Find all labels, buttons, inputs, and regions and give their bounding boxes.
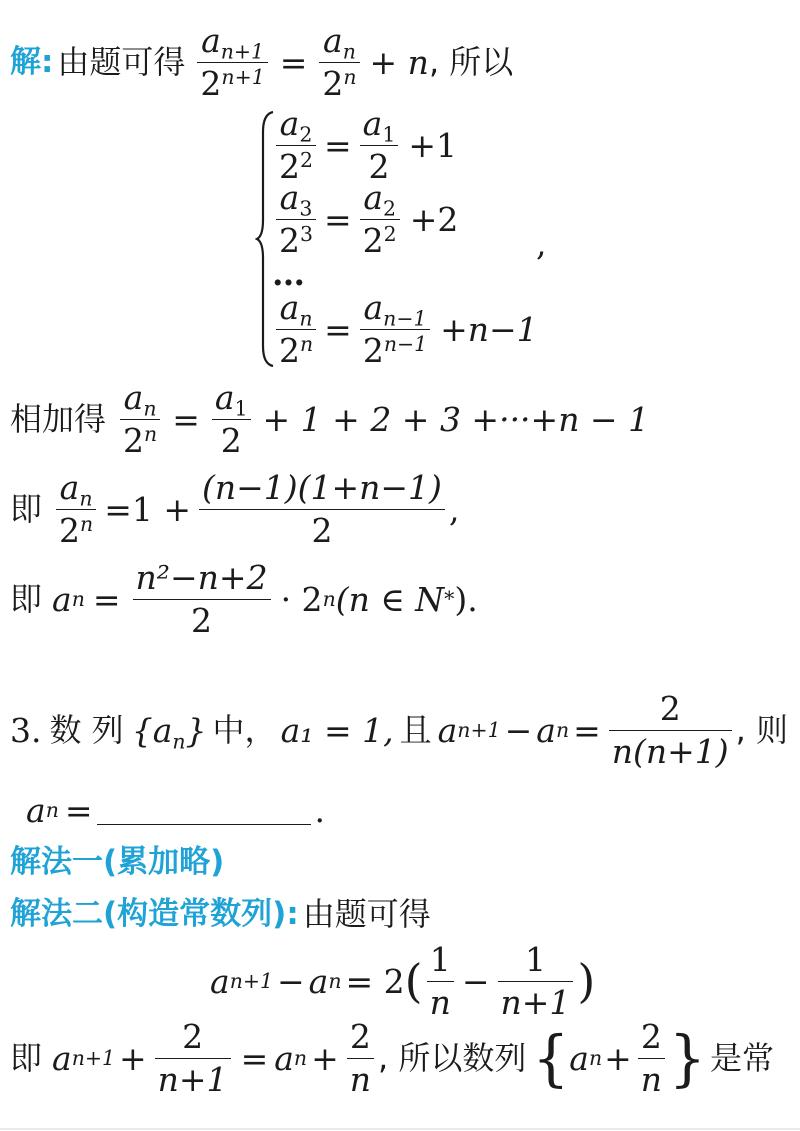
system-row-2: $\frac{a_3}{2^3}$ = $\frac{a_2}{2^2}$ +2 [272, 186, 458, 252]
system-dots: … [272, 253, 305, 293]
system-row-1: $\frac{a_2}{2^2}$ = $\frac{a_1}{2}$ +1 [272, 112, 457, 178]
solution-label: 解 [10, 43, 41, 80]
method-2-line: 解法二(构造常数列) : 由题可得 [10, 895, 431, 933]
answer-blank [97, 796, 311, 825]
solution-intro: 由题可得 [57, 43, 186, 81]
sum-line: 相加得 $\frac{a_n}{2^n}$ = $\frac{a_1}{2}$ + 1 + 2 + 3 +···+n − 1 [10, 377, 650, 460]
ji-line-1: 即 $\frac{a_n}{2^n}$ =1 + $\frac{(n-1)(1+n-1)}{2}$ , [10, 467, 460, 550]
solution-colon: : [41, 43, 54, 80]
last-line: 即 a n+1 + $\frac{2}{n+1}$ = a n + $\frac{2}{n}$ , 所以数列 { a n + $\frac{2}{n}$ } 是常 [10, 1016, 774, 1099]
plus-n: + n [369, 42, 429, 82]
bottom-divider [0, 1128, 800, 1130]
problem-3-answer-line: a n = . [26, 790, 326, 830]
method-1-line: 解法一(累加略) [10, 843, 225, 880]
solution-line-1: 解 : 由题可得 $\frac{a_{n+1}}{2^{n+1}}$ = $\frac{a_n}{2^n}$ + n , 所以 [10, 20, 514, 103]
centered-equation: a n+1 − a n = 2 ( $\frac{1}{n}$ − $\frac{1}{n+1}$ ) [210, 939, 596, 1022]
fraction-rhs: $\frac{a_n}{2^n}$ [319, 23, 359, 101]
fraction-lhs: $\frac{a_{n+1}}{2^{n+1}}$ [197, 23, 267, 101]
problem-3-line: 3. 数 列 $\{a_n\}$ 中， a₁ = 1, 且 a n+1 − a n = $\frac{2}{n(n+1)}$ , 则 [10, 688, 789, 771]
solution-suffix: , 所以 [428, 43, 514, 81]
system-row-4: $\frac{a_n}{2^n}$ = $\frac{a_{n-1}}{2^{n-1}}$ +n−1 [272, 296, 538, 362]
system-trailing-comma: , [536, 223, 547, 263]
ji-line-2: 即 a n = $\frac{\text{n²−n+2}}{2}$ · 2 n (n ∈ N * ). [10, 557, 478, 640]
